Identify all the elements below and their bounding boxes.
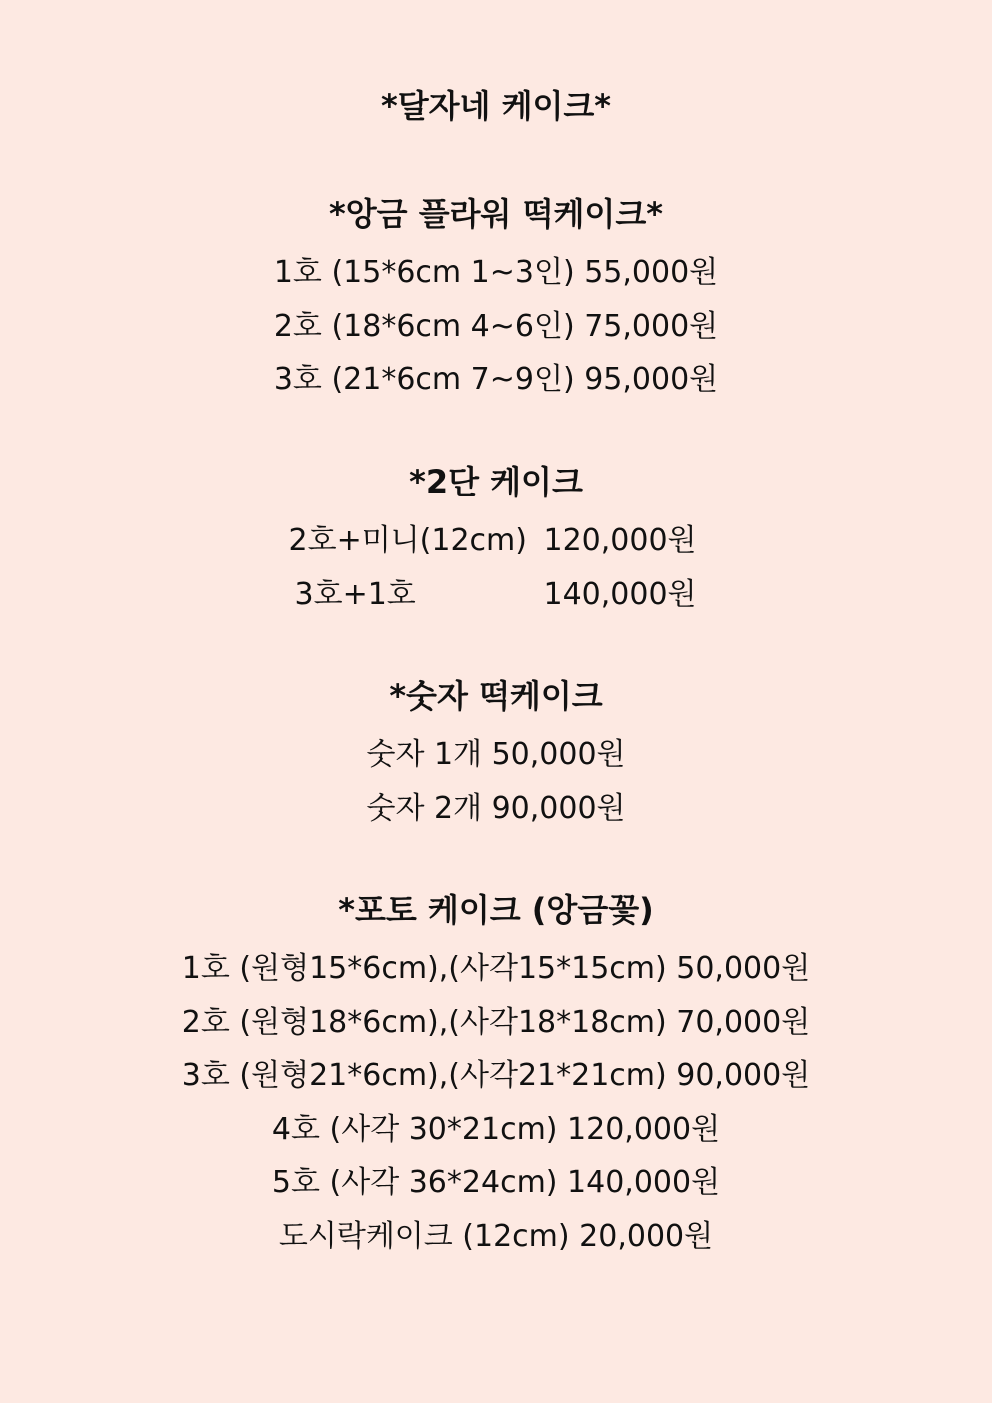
section-flower-rice-cake (0, 192, 992, 407)
price-item: 4호 (사각 30*21cm) 120,000원 (271, 1111, 721, 1147)
price-item: 도시락케이크 (12cm) 20,000원 (278, 1218, 714, 1254)
section-two-tier-cake (0, 460, 992, 621)
section-heading: *2단 케이크 (409, 463, 583, 501)
price-item: 숫자 1개 50,000원 (366, 737, 626, 772)
item-price: 120,000원 (543, 523, 697, 558)
price-item (0, 514, 992, 568)
item-price: 140,000원 (543, 576, 697, 612)
price-item: 3호 (원형21*6cm),(사각21*21cm) 90,000원 (181, 1058, 811, 1093)
price-item: 1호 (15*6cm 1~3인) 55,000원 (273, 255, 719, 290)
page-title: *달자네 케이크* (380, 87, 612, 125)
price-item: 5호 (사각 36*24cm) 140,000원 (271, 1165, 721, 1200)
price-item: 2호 (18*6cm 4~6인) 75,000원 (273, 308, 719, 344)
price-item: 2호 (원형18*6cm),(사각18*18cm) 70,000원 (181, 1004, 811, 1040)
item-name: 3호+1호 (294, 576, 416, 612)
section-photo-cake (0, 888, 992, 1263)
section-heading: *앙금 플라워 떡케이크* (329, 195, 663, 233)
price-item: 1호 (원형15*6cm),(사각15*15cm) 50,000원 (181, 951, 811, 986)
item-name: 2호+미니(12cm) (288, 523, 527, 558)
section-heading: *포토 케이크 (앙금꽃) (338, 891, 654, 929)
price-item: 숫자 2개 90,000원 (366, 790, 626, 826)
section-heading: *숫자 떡케이크 (389, 677, 603, 715)
price-item (0, 568, 992, 622)
price-item: 3호 (21*6cm 7~9인) 95,000원 (273, 362, 719, 397)
section-number-rice-cake (0, 674, 992, 835)
